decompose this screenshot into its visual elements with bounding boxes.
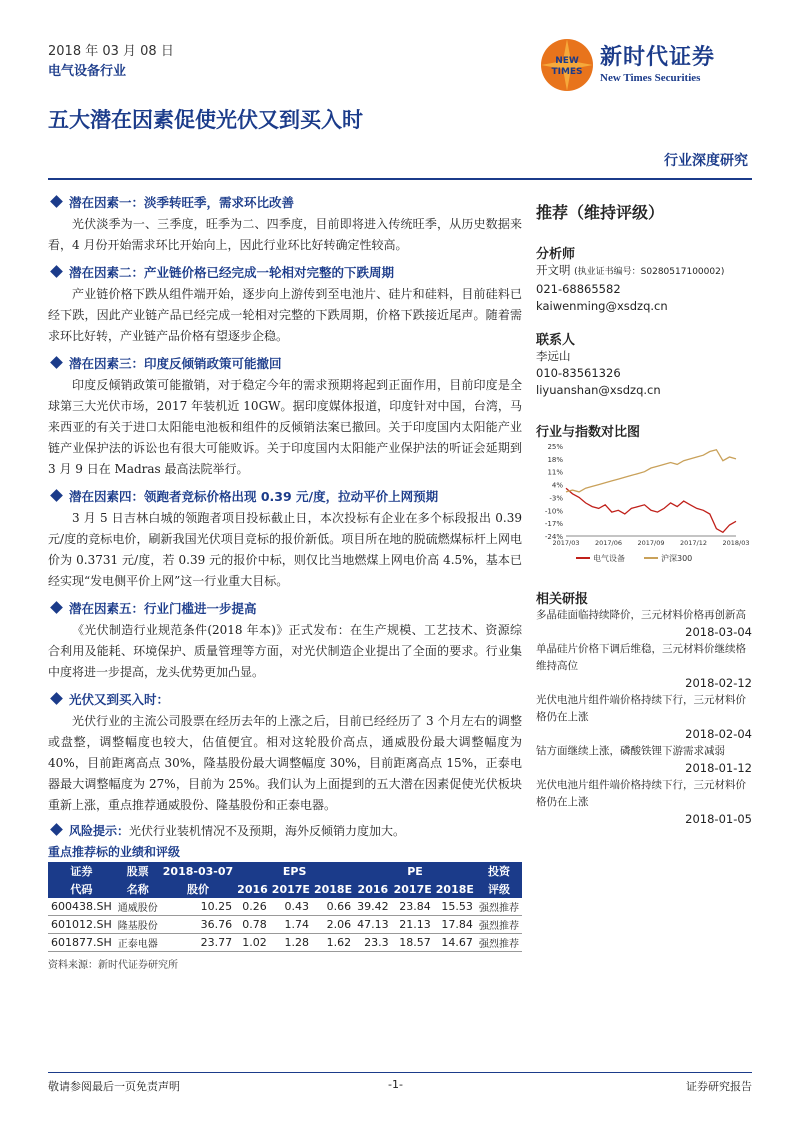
cell-eps: 0.66 — [312, 898, 354, 916]
y-tick-label: 4% — [551, 481, 563, 490]
logo-chinese: 新时代证券 — [600, 44, 716, 70]
legend-label: 电气设备 — [593, 554, 625, 563]
company-logo — [538, 36, 758, 96]
section-5 — [48, 600, 522, 683]
y-tick-label: -3% — [549, 494, 563, 503]
cell-eps: 1.28 — [270, 934, 312, 952]
diamond-bullet-icon — [50, 195, 63, 208]
cell-pe: 47.13 — [354, 916, 392, 934]
section-6 — [48, 691, 522, 816]
th-year: 2016 — [235, 880, 270, 898]
svg-text:TIMES: TIMES — [551, 67, 583, 77]
cell-code: 601012.SH — [48, 916, 115, 934]
cell-name: 通威股份 — [115, 898, 161, 916]
series-line-1 — [566, 450, 736, 492]
related-title[interactable]: 光伏电池片组件端价格持续下行，三元材料价格仍在上涨 — [536, 694, 746, 723]
cell-eps: 1.62 — [312, 934, 354, 952]
series-line-0 — [566, 488, 736, 532]
section-heading: 潜在因素五：行业门槛进一步提高 — [69, 601, 257, 616]
section-4 — [48, 488, 522, 592]
logo-mark-icon — [538, 36, 596, 94]
section-heading: 潜在因素二：产业链价格已经完成一轮相对完整的下跌周期 — [69, 265, 395, 280]
table-row — [48, 916, 522, 934]
recommendation: 推荐（维持评级） — [536, 203, 665, 222]
performance-chart — [536, 440, 752, 570]
y-tick-label: 18% — [547, 455, 563, 464]
th-year: 2018E — [312, 880, 354, 898]
report-date: 2018 年 03 月 08 日 — [48, 44, 174, 59]
cell-pe: 17.84 — [434, 916, 476, 934]
related-title[interactable]: 钴方面继续上涨，磷酸铁锂下游需求减弱 — [536, 745, 725, 757]
th-year: 2017E — [270, 880, 312, 898]
contact-email[interactable]: liyuanshan@xsdzq.cn — [536, 383, 661, 397]
cell-eps: 1.02 — [235, 934, 270, 952]
table-title: 重点推荐标的业绩和评级 — [48, 845, 181, 859]
section-text: 《光伏制造行业规范条件(2018 年本)》正式发布：在生产规模、工艺技术、资源综合利用及能耗、环境保护、质量管理等方面，对光伏制造企业提出了全面的要求。行业集中度将进一步提高，龙头优势更加凸显。 — [48, 623, 522, 679]
cell-eps: 0.43 — [270, 898, 312, 916]
diamond-bullet-icon — [50, 823, 63, 836]
industry-label: 电气设备行业 — [48, 64, 127, 79]
section-1 — [48, 194, 522, 256]
analyst-email[interactable]: kaiwenming@xsdzq.cn — [536, 299, 668, 313]
contact-name: 李远山 — [536, 349, 571, 363]
cell-name: 隆基股份 — [115, 916, 161, 934]
table-row — [48, 934, 522, 952]
cell-rating: 强烈推荐 — [476, 934, 522, 952]
th-name: 股票 — [115, 862, 161, 880]
diamond-bullet-icon — [50, 265, 63, 278]
diamond-bullet-icon — [50, 601, 63, 614]
cell-pe: 39.42 — [354, 898, 392, 916]
x-tick-label: 2017/09 — [637, 539, 665, 547]
sidebar — [536, 200, 752, 828]
related-title[interactable]: 多晶硅面临持续降价，三元材料价格再创新高 — [536, 609, 746, 621]
th-year: 2016 — [354, 880, 392, 898]
related-date: 2018-01-12 — [685, 761, 752, 775]
report-type: 行业深度研究 — [664, 153, 748, 169]
cell-eps: 0.78 — [235, 916, 270, 934]
section-heading: 潜在因素三：印度反倾销政策可能撤回 — [69, 356, 282, 371]
cell-eps: 0.26 — [235, 898, 270, 916]
main-content — [48, 186, 522, 971]
related-date: 2018-03-04 — [685, 625, 752, 639]
table-row — [48, 898, 522, 916]
diamond-bullet-icon — [50, 692, 63, 705]
svg-text:NEW: NEW — [555, 56, 579, 66]
chart-heading: 行业与指数对比图 — [536, 425, 641, 440]
section-text: 3 月 5 日吉林白城的领跑者项目投标截止日，本次投标有企业在多个标段报出 0.39 元/度的竞标电价，刷新我国光伏项目竞标的报价新低。项目所在地的脱硫燃煤标杆上网电价为 0.3731 元/度，若 0.39 元的报价中标，则仅比当地燃煤上网电价高 4.5%，基本已经实现“发电侧平价上网”这一行业重大目标。 — [48, 511, 522, 588]
related-date: 2018-01-05 — [685, 812, 752, 826]
y-tick-label: -10% — [544, 507, 563, 516]
section-3 — [48, 355, 522, 480]
th-date: 2018-03-07 — [161, 862, 235, 880]
y-tick-label: 25% — [547, 443, 563, 451]
cell-pe: 21.13 — [392, 916, 434, 934]
analyst-phone: 021-68865582 — [536, 282, 621, 296]
cell-pe: 15.53 — [434, 898, 476, 916]
risk-label: 风险提示： — [69, 824, 130, 838]
cell-pe: 23.84 — [392, 898, 434, 916]
th-year: 2017E — [392, 880, 434, 898]
related-date: 2018-02-04 — [685, 727, 752, 741]
risk-warning — [48, 822, 522, 839]
x-tick-label: 2018/03 — [722, 539, 750, 547]
page-number: -1- — [388, 1078, 403, 1091]
related-title[interactable]: 光伏电池片组件端价格持续下行，三元材料价格仍在上涨 — [536, 779, 746, 808]
analyst-cert: (执业证书编号：S0280517100002) — [574, 267, 725, 277]
th-eps: EPS — [235, 862, 354, 880]
logo-english: New Times Securities — [600, 72, 701, 84]
diamond-bullet-icon — [50, 356, 63, 369]
page-title: 五大潜在因素促使光伏又到买入时 — [48, 108, 363, 132]
section-heading: 光伏又到买入时： — [69, 692, 170, 707]
y-tick-label: 11% — [547, 468, 563, 477]
cell-name: 正泰电器 — [115, 934, 161, 952]
x-tick-label: 2017/12 — [679, 539, 708, 547]
x-tick-label: 2017/03 — [552, 539, 580, 547]
diamond-bullet-icon — [50, 489, 63, 502]
th-name2: 名称 — [115, 880, 161, 898]
cell-eps: 1.74 — [270, 916, 312, 934]
section-text: 光伏行业的主流公司股票在经历去年的上涨之后，目前已经经历了 3 个月左右的调整或盘整，调整幅度也较大，估值便宜。相对这轮股价高点，通威股份最大调整幅度为 40%，目前距离高点 30%，隆基股份最大调整幅度 30%，目前距离高点 15%，正泰电器最大调整幅度为 27%，目前为 25%。我们认为上面提到的五大潜在因素促使光伏板块重新上涨，重点推荐通威股份、隆基股份和正泰电器。 — [48, 714, 522, 812]
cell-price: 23.77 — [161, 934, 235, 952]
y-tick-label: -24% — [544, 533, 563, 541]
th-price: 股价 — [161, 880, 235, 898]
cell-pe: 23.3 — [354, 934, 392, 952]
stock-table — [48, 862, 522, 952]
x-tick-label: 2017/06 — [594, 539, 623, 547]
cell-eps: 2.06 — [312, 916, 354, 934]
cell-code: 600438.SH — [48, 898, 115, 916]
section-heading: 潜在因素四：领跑者竞标价格出现 0.39 元/度，拉动平价上网预期 — [69, 489, 439, 504]
related-list — [536, 607, 752, 828]
cell-rating: 强烈推荐 — [476, 898, 522, 916]
footer-disclaimer: 敬请参阅最后一页免责声明 — [48, 1080, 180, 1093]
cell-rating: 强烈推荐 — [476, 916, 522, 934]
related-date: 2018-02-12 — [685, 676, 752, 690]
section-heading: 潜在因素一：淡季转旺季，需求环比改善 — [69, 195, 295, 210]
contact-heading: 联系人 — [536, 333, 576, 348]
contact-phone: 010-83561326 — [536, 366, 621, 380]
related-heading: 相关研报 — [536, 592, 589, 607]
analyst-name: 开文明 — [536, 263, 571, 277]
section-text: 光伏淡季为一、三季度，旺季为二、四季度，目前即将进入传统旺季，从历史数据来看，4 月份开始需求环比开始向上，因此行业环比好转确定性较高。 — [48, 217, 522, 252]
cell-price: 36.76 — [161, 916, 235, 934]
analyst-heading: 分析师 — [536, 247, 576, 262]
footer-label: 证券研究报告 — [686, 1080, 752, 1093]
th-rating2: 评级 — [476, 880, 522, 898]
th-code2: 代码 — [48, 880, 115, 898]
section-text: 印度反倾销政策可能撤销，对于稳定今年的需求预期将起到正面作用，目前印度是全球第三大光伏市场，2017 年装机近 10GW。据印度媒体报道，印度针对中国，台湾，马来西亚的有关于进口太阳能电池板和组件的反倾销法案已撤回。关于印度国内太阳能产业链产业保护法的诉讼也有很大可能败诉。关于印度国内太阳能产业保护法的听证会延期到 3 月 9 日在 Madras 最高法院举行。 — [48, 378, 522, 476]
section-text: 产业链价格下跌从组件端开始，逐步向上游传到至电池片、硅片和硅料，目前硅料已经下跌，因此产业链产品已经完成一轮相对完整的下跌周期，价格下跌接近尾声。随着需求环比好转，产业链产品价格有望逐步企稳。 — [48, 287, 522, 343]
footer-divider — [48, 1072, 752, 1073]
legend-label: 沪深300 — [661, 554, 693, 563]
th-year: 2018E — [434, 880, 476, 898]
risk-text: 光伏行业装机情况不及预期，海外反倾销力度加大。 — [129, 824, 406, 838]
cell-code: 601877.SH — [48, 934, 115, 952]
related-title[interactable]: 单晶硅片价格下调后维稳，三元材料价继续格维持高位 — [536, 643, 746, 672]
th-code: 证券 — [48, 862, 115, 880]
section-2 — [48, 264, 522, 347]
cell-pe: 14.67 — [434, 934, 476, 952]
table-source: 资料来源：新时代证券研究所 — [48, 960, 178, 971]
cell-pe: 18.57 — [392, 934, 434, 952]
header-divider — [48, 178, 752, 180]
cell-price: 10.25 — [161, 898, 235, 916]
th-pe: PE — [354, 862, 476, 880]
y-tick-label: -17% — [544, 520, 563, 529]
th-rating: 投资 — [476, 862, 522, 880]
